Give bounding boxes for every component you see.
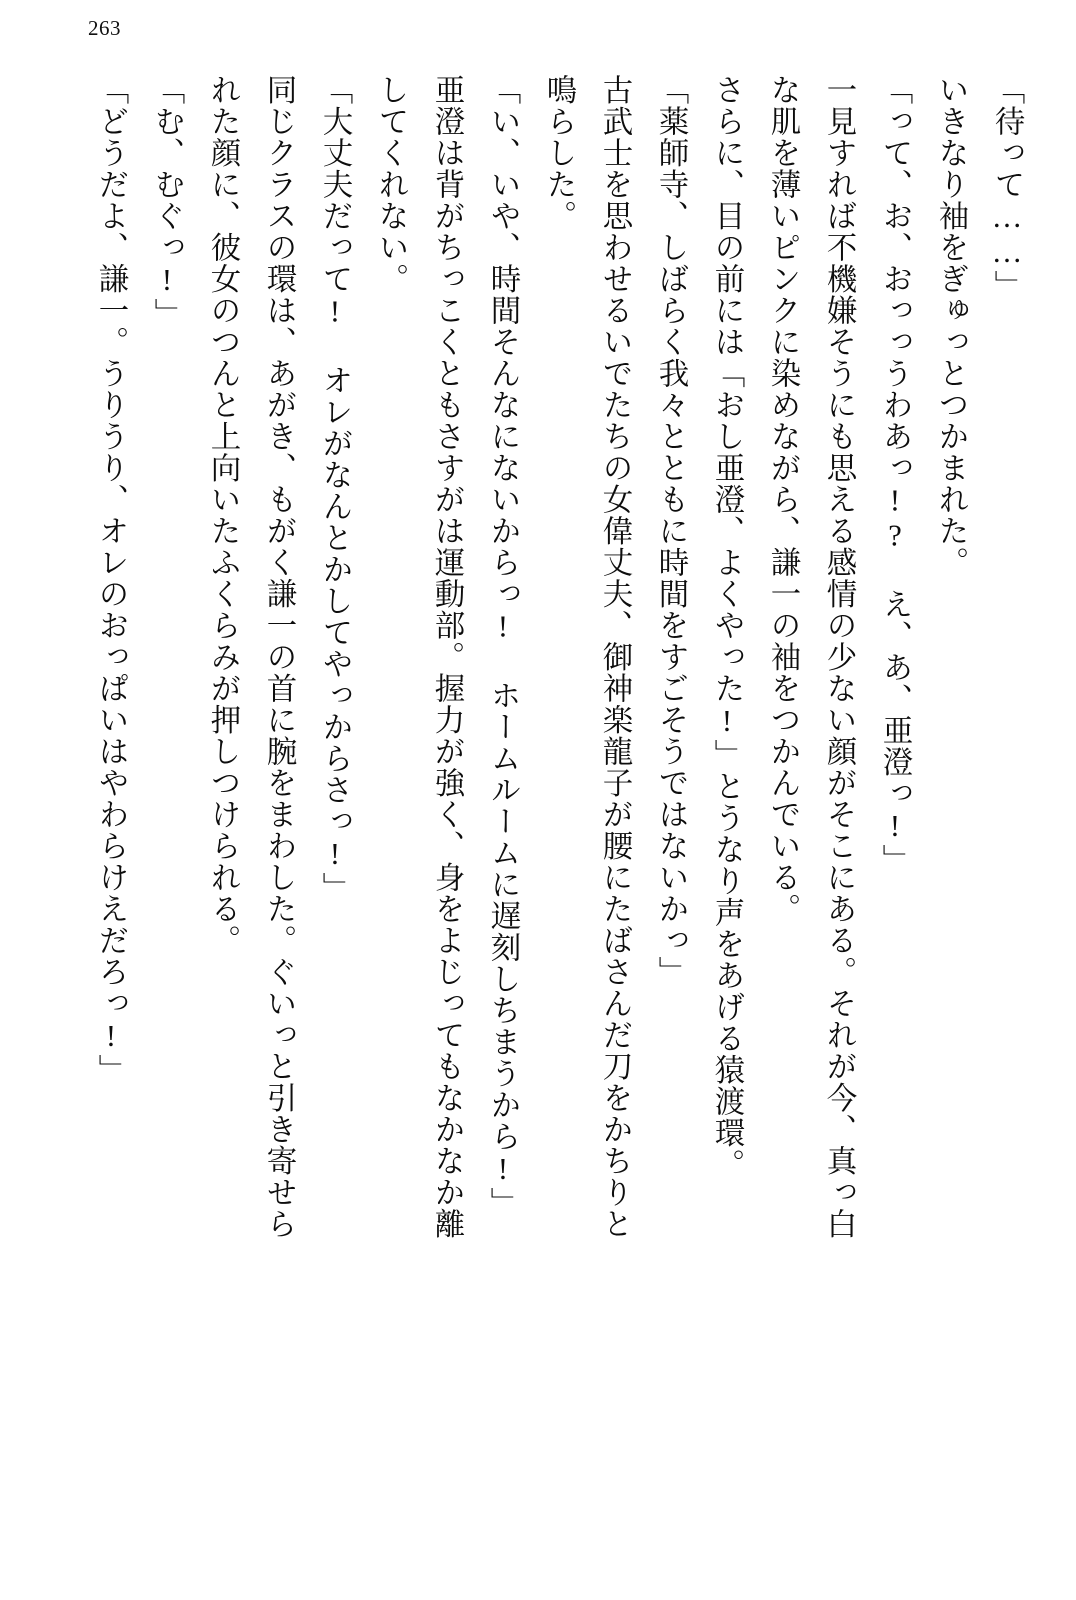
text-line: 「どうだよ、謙一。うりうり、オレのおっぱいはやわらけえだろっ!」 xyxy=(94,74,128,1086)
page-number: 263 xyxy=(88,16,121,40)
page-text-body xyxy=(40,74,1022,1560)
text-line: 「む、むぐっ!」 xyxy=(150,74,184,330)
text-line: さらに、目の前には「おし亜澄、よくやった!」とうなり声をあげる猿渡環。 xyxy=(710,74,744,1180)
text-line: 一見すれば不機嫌そうにも思える感情の少ない顔がそこにある。それが今、真っ白 xyxy=(822,74,856,1240)
text-line: いきなり袖をぎゅっとつかまれた。 xyxy=(934,74,968,578)
text-line: 同じクラスの環は、あがき、もがく謙一の首に腕をまわした。ぐいっと引き寄せら xyxy=(262,74,296,1240)
text-line: 「い、いや、時間そんなにないからっ! ホームルームに遅刻しちまうから!」 xyxy=(486,74,520,1219)
text-line: 「待って……」 xyxy=(990,74,1024,302)
text-line: 「大丈夫だって! オレがなんとかしてやっからさっ!」 xyxy=(318,74,352,904)
text-line: してくれない。 xyxy=(374,74,408,295)
text-line: な肌を薄いピンクに染めながら、謙一の袖をつかんでいる。 xyxy=(766,74,800,925)
text-line: 「薬師寺、しばらく我々とともに時間をすごそうではないかっ」 xyxy=(654,74,688,988)
text-line: 亜澄は背がちっこくともさすがは運動部。握力が強く、身をよじってもなかなか離 xyxy=(430,74,464,1240)
text-line: 鳴らした。 xyxy=(542,74,576,232)
text-line: 「って、お、おっっうわあっ!? え、あ、亜澄っ!」 xyxy=(878,74,912,876)
text-line: 古武士を思わせるいでたちの女偉丈夫、御神楽龍子が腰にたばさんだ刀をかちりと xyxy=(598,74,632,1240)
text-line: れた顔に、彼女のつんと上向いたふくらみが押しつけられる。 xyxy=(206,74,240,956)
